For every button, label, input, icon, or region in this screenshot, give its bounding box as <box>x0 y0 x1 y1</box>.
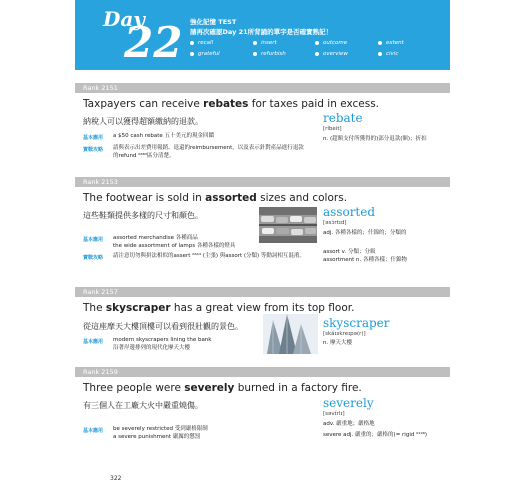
usage-example: a severe punishment 嚴厲的懲罰 <box>113 434 201 440</box>
rank-bar: Rank 2157 <box>75 287 450 297</box>
test-subtitle: 請再次確認Day 21所背誦的單字是否確實熟記！ <box>190 28 333 36</box>
day-word: Day <box>103 7 145 31</box>
page <box>75 0 450 500</box>
example-sentence: The skyscraper has a great view from its top floor. <box>83 302 355 314</box>
phonetic: [səvɪ́rlɪ] <box>323 411 345 417</box>
review-word: civic <box>378 51 398 57</box>
example-sentence: Three people were severely burned in a factory fire. <box>83 382 362 394</box>
basic-usage-label: 基本應用 <box>83 135 104 141</box>
review-word: extent <box>378 40 404 46</box>
review-word: overview <box>315 51 348 57</box>
usage-example: assorted merchandise 各種商品 <box>113 235 198 241</box>
example-sentence: Taxpayers can receive rebates for taxes paid in excess. <box>83 98 380 110</box>
tip-note: 請注意切勿與拼法相似的assert ²⁶⁴⁴ (主張) 與assort (分類) 等動詞相互混淆。 <box>113 253 305 259</box>
day-number: 22 <box>124 18 183 67</box>
day-header <box>75 0 450 70</box>
headword: severely <box>323 396 374 410</box>
bullet-icon <box>315 52 319 56</box>
review-word: recall <box>190 40 213 46</box>
usage-example: 沿著岸邊排列的現代化摩天大樓 <box>113 345 191 351</box>
definition: n. 摩天大樓 <box>323 340 352 346</box>
bullet-icon <box>378 41 382 45</box>
bullet-icon <box>190 41 194 45</box>
phonetic: [skáɪskreɪpə(r)] <box>323 331 366 337</box>
related-word: assort v. 分類；分級 <box>323 249 376 255</box>
rank-bar: Rank 2159 <box>75 367 450 377</box>
bullet-icon <box>315 41 319 45</box>
usage-example: be severely restricted 受到嚴格限制 <box>113 426 208 432</box>
bullet-icon <box>378 52 382 56</box>
related-word: assortment n. 各種各樣；什錦物 <box>323 257 407 263</box>
sentence-translation: 納稅人可以獲得超額繳納的退款。 <box>83 117 203 126</box>
bullet-icon <box>190 52 194 56</box>
basic-usage-label: 基本應用 <box>83 339 104 345</box>
definition: adv. 嚴重地；嚴格地 <box>323 421 375 427</box>
definition: n. (超額支付所獲得的)部分退款(額)；折扣 <box>323 136 427 142</box>
definition: adj. 各種各樣的；什錦的；分類的 <box>323 230 407 236</box>
sentence-translation: 這些鞋類提供多樣的尺寸和顏色。 <box>83 211 203 220</box>
related-word: severe adj. 嚴重的；嚴格的(= rigid ⁰¹⁹⁶) <box>323 432 428 438</box>
tip-label: 實戰攻略 <box>83 255 104 261</box>
phonetic: [əsɔ́rtɪd] <box>323 220 347 226</box>
review-word: grateful <box>190 51 220 57</box>
tip-label: 實戰攻略 <box>83 147 104 153</box>
usage-example: a $50 cash rebate 五十美元的現金回饋 <box>113 133 215 139</box>
review-word: insert <box>253 40 277 46</box>
test-title: 強化記憶 TEST <box>190 18 237 26</box>
review-word: outcome <box>315 40 347 46</box>
review-word: refurbish <box>253 51 286 57</box>
headword: rebate <box>323 111 363 125</box>
skyscraper-photo <box>263 314 318 354</box>
rank-bar: Rank 2153 <box>75 177 450 187</box>
rank-bar: Rank 2151 <box>75 83 450 93</box>
bullet-icon <box>253 52 257 56</box>
page-number: 322 <box>110 475 122 482</box>
basic-usage-label: 基本應用 <box>83 428 104 434</box>
phonetic: [ríbeit] <box>323 126 342 132</box>
usage-example: modern skyscrapers lining the bank <box>113 337 212 343</box>
example-sentence: The footwear is sold in assorted sizes and colors. <box>83 192 348 204</box>
sentence-translation: 從這座摩天大樓頂樓可以看到很壯觀的景色。 <box>83 322 243 331</box>
bullet-icon <box>253 41 257 45</box>
sentence-translation: 有三個人在工廠大火中嚴重燒傷。 <box>83 401 203 410</box>
tip-note: 請與表示出差費用報銷、退還的reimbursement，以及表示針對產品進行退款的refund ⁰⁸⁸³區分清楚。 <box>113 145 304 159</box>
headword: assorted <box>323 205 376 219</box>
headword: skyscraper <box>323 316 390 330</box>
basic-usage-label: 基本應用 <box>83 237 104 243</box>
usage-example: the wide assortment of lamps 各種各樣的燈具 <box>113 243 236 249</box>
shoes-photo <box>259 207 317 243</box>
